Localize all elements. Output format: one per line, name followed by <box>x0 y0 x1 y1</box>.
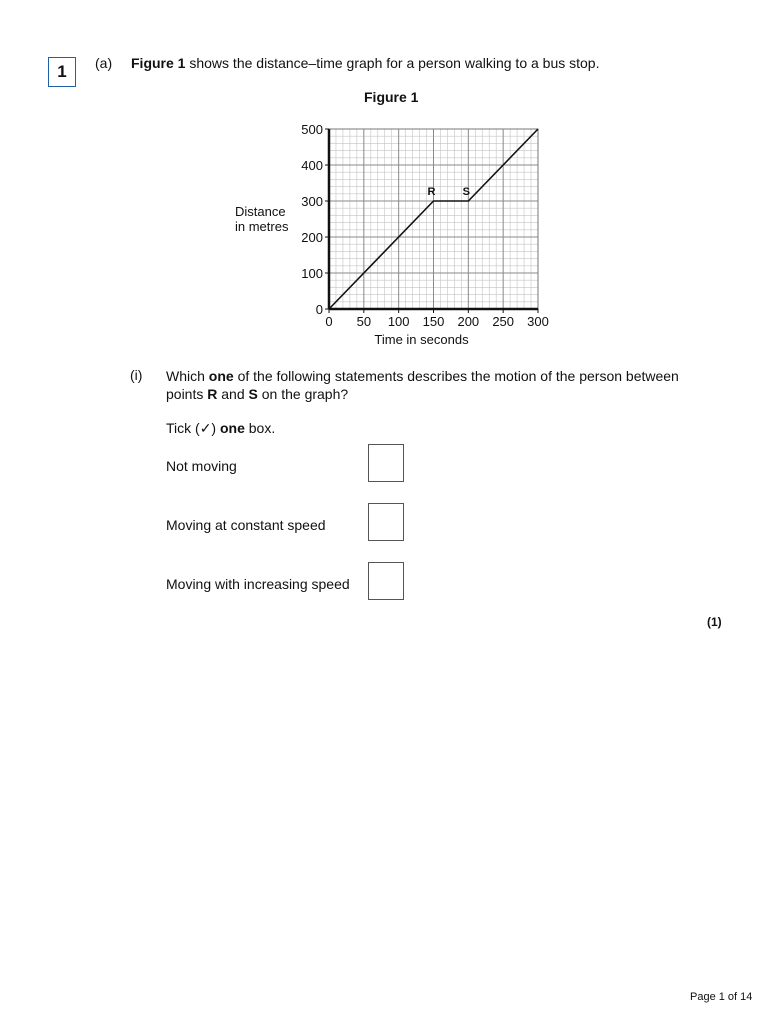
option-constant-speed-label: Moving at constant speed <box>166 517 326 533</box>
part-label: (a) <box>95 55 113 71</box>
y-tick-label: 200 <box>301 230 323 245</box>
x-tick-label: 150 <box>422 314 445 329</box>
question-intro <box>131 55 599 71</box>
tick-instruction-2: one <box>219 420 245 436</box>
question-text-2: one <box>208 368 234 384</box>
tick-instruction-1: Tick (✓) <box>166 420 220 436</box>
chart-grid-major <box>329 129 538 309</box>
question-text-7: on the graph? <box>257 386 349 402</box>
x-axis-label: Time in seconds <box>374 332 469 347</box>
tick-instruction-3: box. <box>244 420 276 436</box>
x-tick-label: 300 <box>527 314 549 329</box>
question-text <box>166 367 686 403</box>
marks-label: (1) <box>707 615 722 629</box>
annotation-label: R <box>427 186 436 198</box>
point-r-label: R <box>207 386 218 402</box>
y-tick-label: 300 <box>301 194 323 209</box>
question-text-3: of the following statements describes the motion of the person between points <box>166 368 679 402</box>
x-tick-label: 100 <box>387 314 410 329</box>
y-tick-label: 500 <box>301 122 323 137</box>
point-s-label: S <box>248 386 258 402</box>
option-increasing-speed-label: Moving with increasing speed <box>166 576 350 592</box>
intro-figure-ref: Figure 1 <box>131 55 186 71</box>
sub-part-label: (i) <box>130 367 143 383</box>
x-tick-label: 200 <box>457 314 480 329</box>
tick-instruction <box>166 420 275 437</box>
chart-annotations <box>428 186 470 198</box>
distance-time-chart <box>225 115 555 350</box>
intro-text: shows the distance–time graph for a person walking to a bus stop. <box>185 55 600 71</box>
page-number: Page 1 of 14 <box>690 991 753 1003</box>
question-text-5: and <box>217 386 249 402</box>
chart-ticks <box>301 122 549 329</box>
x-tick-label: 0 <box>325 314 333 329</box>
question-number-box: 1 <box>48 57 76 87</box>
y-axis-label: in metres <box>235 219 289 234</box>
option-not-moving-label: Not moving <box>166 458 237 474</box>
option-constant-speed-checkbox[interactable] <box>368 503 404 541</box>
annotation-label: S <box>462 186 471 198</box>
question-text-1: Which <box>166 368 209 384</box>
x-tick-label: 50 <box>356 314 372 329</box>
y-tick-label: 400 <box>301 158 323 173</box>
x-tick-label: 250 <box>492 314 515 329</box>
y-tick-label: 0 <box>315 302 323 317</box>
option-not-moving-checkbox[interactable] <box>368 444 404 482</box>
y-axis-label: Distance <box>235 204 286 219</box>
option-increasing-speed-checkbox[interactable] <box>368 562 404 600</box>
y-tick-label: 100 <box>301 266 323 281</box>
figure-title: Figure 1 <box>364 89 419 105</box>
